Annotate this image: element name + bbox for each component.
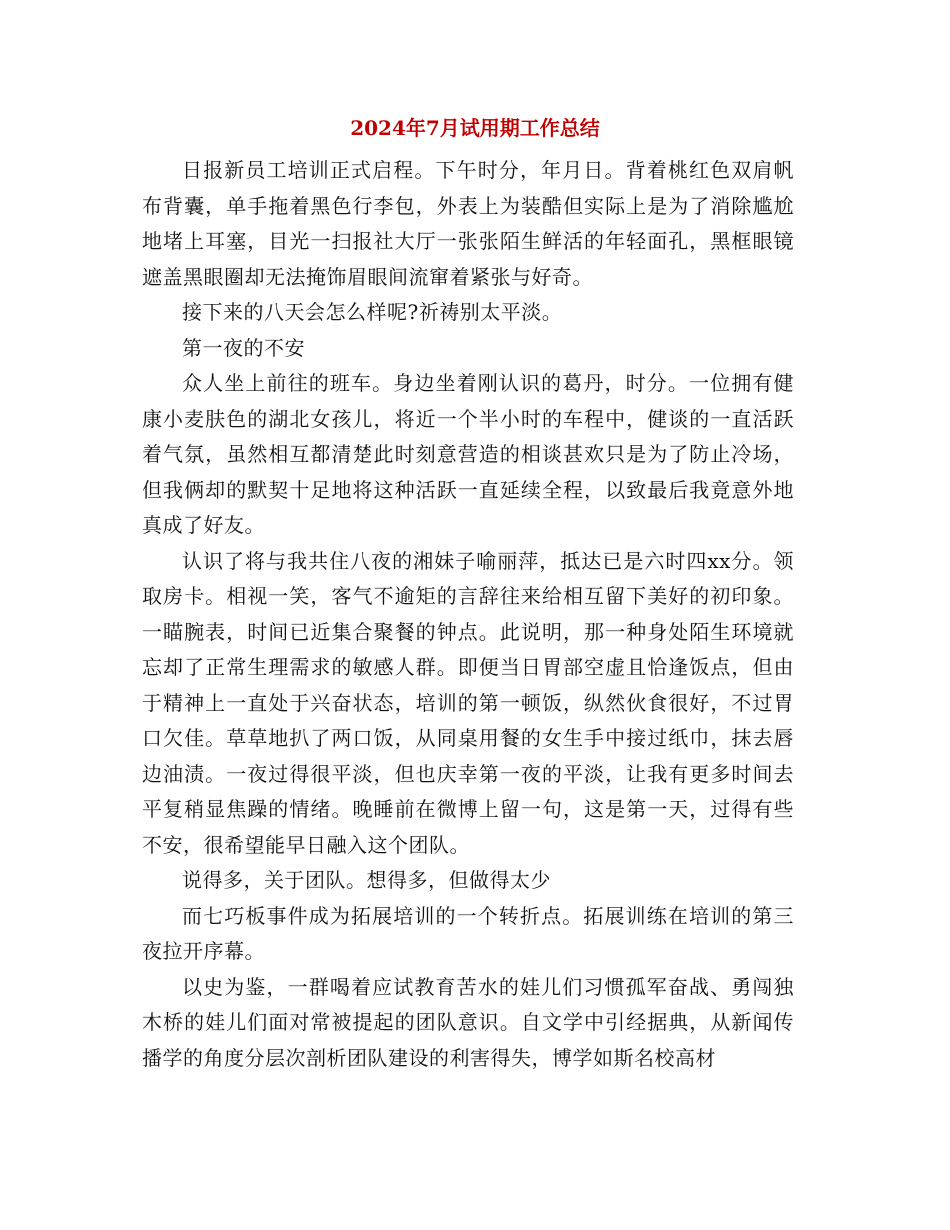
section-heading: 说得多，关于团队。想得多，但做得太少 (182, 868, 551, 892)
paragraph: 以史为鉴，一群喝着应试教育苦水的娃儿们习惯孤军奋战、勇闯独木桥的娃儿们面对常被提起的团队意识。自文学中引经据典，从新闻传播学的角度分层次剖析团队建设的利害得失，博学如斯名校高材 (142, 974, 794, 1070)
paragraph: 日报新员工培训正式启程。下午时分，年月日。背着桃红色双肩帆布背囊，单手拖着黑色行李包，外表上为装酷但实际上是为了消除尴尬地堵上耳塞，目光一扫报社大厅一张张陌生鲜活的年轻面孔，黑框眼镜遮盖黑眼圈却无法掩饰眉眼间流窜着紧张与好奇。 (142, 158, 794, 289)
section-heading: 第一夜的不安 (182, 335, 305, 360)
document-title: 2024年7月试用期工作总结 (350, 116, 600, 140)
paragraph: 众人坐上前往的班车。身边坐着刚认识的葛丹，时分。一位拥有健康小麦肤色的湖北女孩儿，将近一个半小时的车程中，健谈的一直活跃着气氛，虽然相互都清楚此时刻意营造的相谈甚欢只是为了防止冷场，但我俩却的默契十足地将这种活跃一直延续全程，以致最后我竟意外地真成了好友。 (142, 371, 794, 537)
document-body (142, 153, 794, 1076)
paragraph: 而七巧板事件成为拓展培训的一个转折点。拓展训练在培训的第三夜拉开序幕。 (142, 903, 794, 963)
paragraph: 认识了将与我共住八夜的湘妹子喻丽萍，抵达已是六时四xx分。领取房卡。相视一笑，客气不逾矩的言辞往来给相互留下美好的初印象。一瞄腕表，时间已近集合聚餐的钟点。此说明，那一种身处陌生环境就忘却了正常生理需求的敏感人群。即便当日胃部空虚且恰逢饭点，但由于精神上一直处于兴奋状态，培训的第一顿饭，纵然伙食很好，不过胃口欠佳。草草地扒了两口饭，从同桌用餐的女生手中接过纸巾，抹去唇边油渍。一夜过得很平淡，但也庆幸第一夜的平淡，让我有更多时间去平复稍显焦躁的情绪。晚睡前在微博上留一句，这是第一天，过得有些不安，很希望能早日融入这个团队。 (142, 548, 794, 857)
paragraph: 接下来的八天会怎么样呢?祈祷别太平淡。 (182, 300, 563, 324)
